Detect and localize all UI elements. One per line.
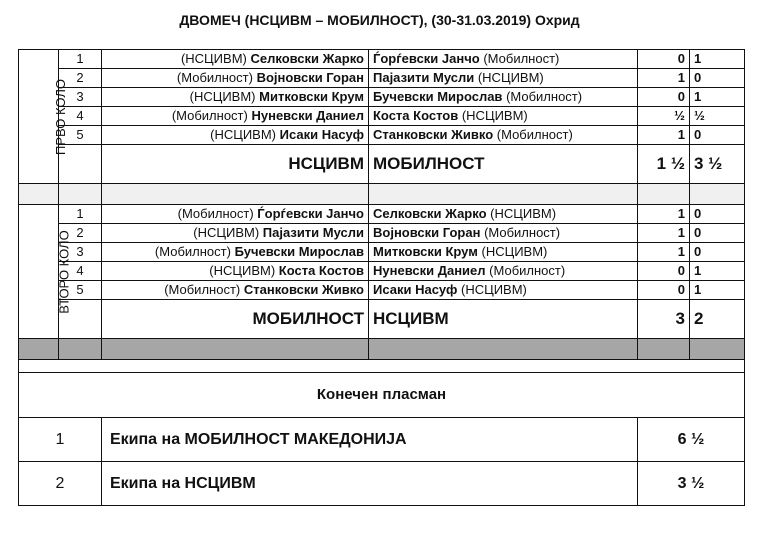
left-player: Бучевски Мирослав [234, 244, 364, 259]
score-right: 1 [690, 50, 745, 69]
right-player: Коста Костов [373, 108, 459, 123]
score-left: 1 [638, 205, 690, 224]
total-left: 3 [638, 300, 690, 339]
game-row [19, 281, 745, 300]
left-team: (Мобилност) [154, 244, 231, 259]
score-right: 0 [690, 224, 745, 243]
left-player-cell [102, 69, 369, 88]
left-team: (Мобилност) [164, 282, 241, 297]
standing-team: Екипа на НСЦИВМ [102, 462, 638, 506]
left-player-cell [102, 224, 369, 243]
right-player-cell [369, 88, 638, 107]
separator-cell [102, 339, 369, 360]
right-team: (Мобилност) [483, 51, 560, 66]
left-team: (НСЦИВМ) [193, 225, 260, 240]
left-player: Војновски Горан [256, 70, 364, 85]
right-player-cell [369, 126, 638, 145]
board-number: 2 [59, 224, 102, 243]
board-number: 3 [59, 243, 102, 262]
left-player: Митковски Крум [259, 89, 364, 104]
score-right: 0 [690, 205, 745, 224]
team-right: НСЦИВМ [369, 300, 638, 339]
separator-cell [638, 184, 690, 205]
standing-row [19, 418, 745, 462]
left-player: Станковски Живко [243, 282, 364, 297]
left-player: Коста Костов [278, 263, 364, 278]
left-player: Пајазити Мусли [262, 225, 364, 240]
separator-cell [102, 184, 369, 205]
right-player: Селковски Жарко [373, 206, 487, 221]
final-heading-row [19, 373, 745, 418]
score-right: 0 [690, 69, 745, 88]
standing-row [19, 462, 745, 506]
right-player: Нуневски Даниел [373, 263, 486, 278]
round-label-text: ПРВО КОЛО [53, 78, 69, 155]
right-player-cell [369, 281, 638, 300]
score-left: 1 [638, 224, 690, 243]
right-player-cell [369, 224, 638, 243]
score-right: 0 [690, 126, 745, 145]
score-right: 0 [690, 243, 745, 262]
final-heading: Конечен пласман [19, 373, 745, 418]
right-player-cell [369, 262, 638, 281]
total-left: 1 ½ [638, 145, 690, 184]
left-player-cell [102, 243, 369, 262]
left-player-cell [102, 126, 369, 145]
team-total-row [19, 145, 745, 184]
left-player: Ѓорѓевски Јанчо [257, 206, 364, 221]
total-right: 2 [690, 300, 745, 339]
team-total-row [19, 300, 745, 339]
right-team: (Мобилност) [496, 127, 573, 142]
blank-row [19, 360, 745, 373]
score-right: 1 [690, 262, 745, 281]
standing-points: 6 ½ [638, 418, 745, 462]
board-number: 3 [59, 88, 102, 107]
separator-cell [19, 184, 59, 205]
left-team: (Мобилност) [171, 108, 248, 123]
right-player-cell [369, 243, 638, 262]
left-team: (НСЦИВМ) [209, 263, 276, 278]
score-right: ½ [690, 107, 745, 126]
right-player-cell [369, 107, 638, 126]
round-label-text: ВТОРО КОЛО [56, 229, 72, 314]
right-team: (НСЦИВМ) [481, 244, 548, 259]
board-number: 5 [59, 126, 102, 145]
right-player: Ѓорѓевски Јанчо [373, 51, 480, 66]
right-team: (Мобилност) [484, 225, 561, 240]
right-player: Бучевски Мирослав [373, 89, 503, 104]
right-team: (НСЦИВМ) [490, 206, 557, 221]
right-team: (Мобилност) [489, 263, 566, 278]
game-row [19, 107, 745, 126]
page-title: ДВОМЕЧ (НСЦИВМ – МОБИЛНОСТ), (30-31.03.2019) Охрид [179, 12, 580, 28]
right-player: Пајазити Мусли [373, 70, 475, 85]
left-team: (НСЦИВМ) [210, 127, 277, 142]
separator-cell [59, 339, 102, 360]
left-team: (Мобилност) [176, 70, 253, 85]
separator-row [19, 339, 745, 360]
score-left: 0 [638, 281, 690, 300]
score-left: 1 [638, 69, 690, 88]
right-player: Митковски Крум [373, 244, 478, 259]
left-player-cell [102, 281, 369, 300]
left-player-cell [102, 107, 369, 126]
separator-cell [59, 184, 102, 205]
board-number: 5 [59, 281, 102, 300]
board-number: 2 [59, 69, 102, 88]
score-right: 1 [690, 88, 745, 107]
game-row [19, 50, 745, 69]
left-team: (НСЦИВМ) [180, 51, 247, 66]
left-team: (Мобилност) [177, 206, 254, 221]
standing-points: 3 ½ [638, 462, 745, 506]
game-row [19, 205, 745, 224]
right-team: (Мобилност) [506, 89, 583, 104]
round-label [19, 205, 72, 339]
left-player-cell [102, 262, 369, 281]
board-number: 1 [59, 205, 102, 224]
round-label [19, 50, 69, 184]
score-left: 1 [638, 126, 690, 145]
results-table [18, 49, 745, 506]
game-row [19, 224, 745, 243]
board-number: 4 [59, 107, 102, 126]
separator-row [19, 184, 745, 205]
score-left: 0 [638, 88, 690, 107]
team-left: МОБИЛНОСТ [102, 300, 369, 339]
left-player: Селковски Жарко [250, 51, 364, 66]
right-player-cell [369, 69, 638, 88]
separator-cell [690, 339, 745, 360]
right-player: Станковски Живко [373, 127, 494, 142]
left-team: (НСЦИВМ) [189, 89, 256, 104]
right-player: Војновски Горан [373, 225, 481, 240]
board-number: 1 [59, 50, 102, 69]
right-team: (НСЦИВМ) [460, 282, 527, 297]
separator-cell [369, 184, 638, 205]
score-left: 0 [638, 262, 690, 281]
separator-cell [690, 184, 745, 205]
score-left: 0 [638, 50, 690, 69]
separator-cell [369, 339, 638, 360]
score-right: 1 [690, 281, 745, 300]
right-player-cell [369, 205, 638, 224]
left-player: Нуневски Даниел [251, 108, 364, 123]
left-player-cell [102, 50, 369, 69]
left-player-cell [102, 88, 369, 107]
team-right: МОБИЛНОСТ [369, 145, 638, 184]
game-row [19, 262, 745, 281]
game-row [19, 126, 745, 145]
right-player: Исаки Насуф [373, 282, 458, 297]
game-row [19, 69, 745, 88]
standing-team: Екипа на МОБИЛНОСТ МАКЕДОНИЈА [102, 418, 638, 462]
score-left: ½ [638, 107, 690, 126]
right-player-cell [369, 50, 638, 69]
right-team: (НСЦИВМ) [477, 70, 544, 85]
separator-cell [638, 339, 690, 360]
board-number: 4 [59, 262, 102, 281]
team-left: НСЦИВМ [102, 145, 369, 184]
game-row [19, 243, 745, 262]
separator-cell [19, 339, 59, 360]
left-player-cell [102, 205, 369, 224]
game-row [19, 88, 745, 107]
total-right: 3 ½ [690, 145, 745, 184]
standing-place: 1 [19, 418, 102, 462]
standing-place: 2 [19, 462, 102, 506]
left-player: Исаки Насуф [279, 127, 364, 142]
score-left: 1 [638, 243, 690, 262]
blank-cell [19, 360, 745, 373]
right-team: (НСЦИВМ) [461, 108, 528, 123]
